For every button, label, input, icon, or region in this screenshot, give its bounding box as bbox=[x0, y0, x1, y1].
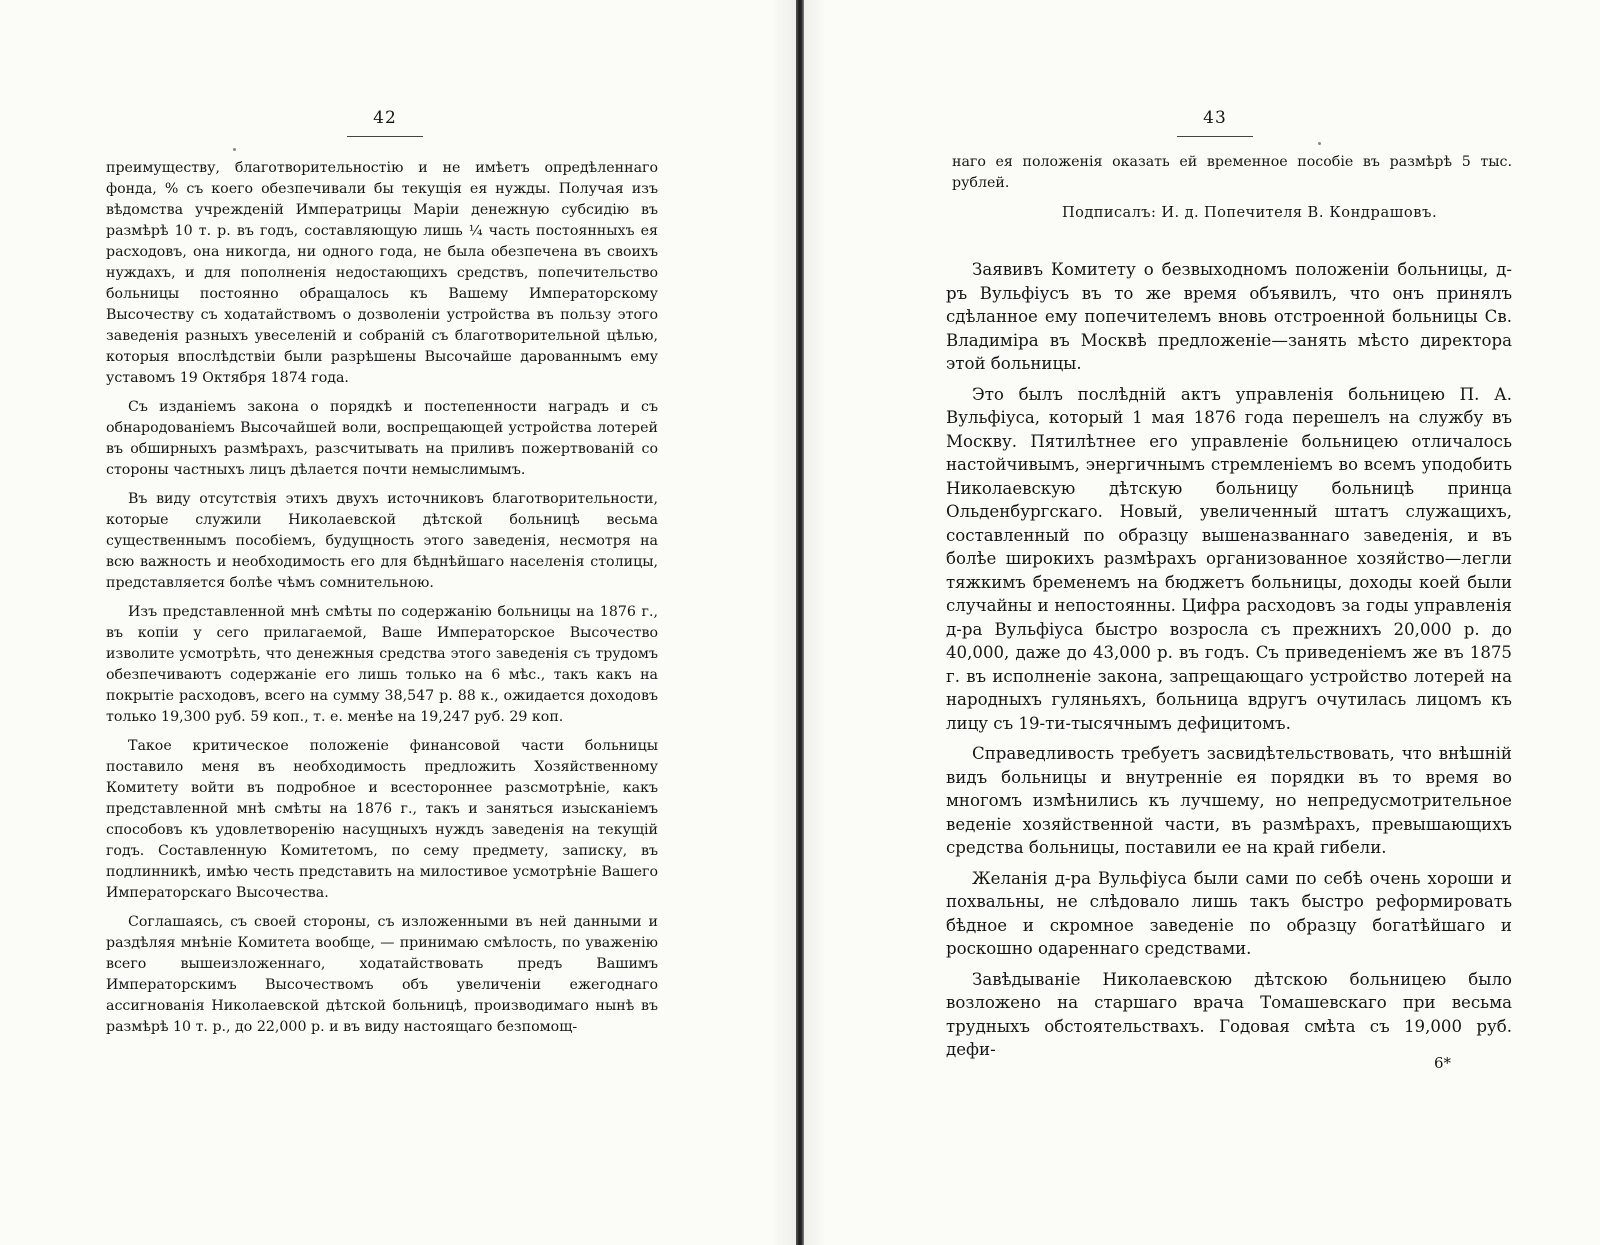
print-speck bbox=[1318, 142, 1321, 145]
paragraph: Это былъ послѣдній актъ управленія больницею П. А. Вульфіуса, который 1 мая 1876 года перешелъ на службу въ Москву. Пятилѣтнее его управленіе больницею отличалось настойчивымъ, энергичнымъ стремленіемъ во всемъ уподобить Николаевскую дѣтскую больницу больницѣ принца Ольденбургскаго. Новый, увеличенный штатъ служащихъ, составленный по образцу вышеназваннаго заведенія, и въ болѣе широкихъ размѣрахъ организованное хозяйство—легли тяжкимъ бременемъ на бюджетъ больницы, доходы коей были случайны и непостоянны. Цифра расходовъ за годы управленія д-ра Вульфіуса быстро возросла съ прежнихъ 20,000 р. до 40,000, даже до 43,000 р. въ годъ. Съ приведеніемъ же въ 1875 г. въ исполненіе закона, запрещающаго устройство лотерей на народныхъ гуляньяхъ, больница вдругъ очутилась лицомъ къ лицу съ 19-ти-тысячнымъ дефицитомъ. bbox=[946, 384, 1512, 733]
paragraph: Съ изданіемъ закона о порядкѣ и постепенности наградъ и съ обнародованіемъ Высочайшей воли, воспрещающей устройства лотерей въ обширныхъ размѣрахъ, разсчитывать на приливъ пожертвованій со стороны частныхъ лицъ дѣлается почти немыслимымъ. bbox=[106, 399, 658, 478]
paragraph: Желанія д-ра Вульфіуса были сами по себѣ очень хороши и похвальны, не слѣдовало лишь такъ быстро реформировать бѣдное и скромное заведеніе по образцу богатѣйшаго и роскошно одареннаго средствами. bbox=[946, 868, 1512, 958]
print-speck bbox=[233, 148, 236, 151]
paragraph: Такое критическое положеніе финансовой части больницы поставило меня въ необходимость предложить Хозяйственному Комитету войти въ подробное и всестороннее разсмотрѣніе, какъ представленной мнѣ смѣты на 1876 г., такъ и заняться изысканіемъ способовъ къ удовлетворенію насущныхъ нуждъ заведенія на текущій годъ. Составленную Комитетомъ, по сему предмету, записку, въ подлинникѣ, имѣю честь представить на милостивое усмотрѣніе Вашего Императорскаго Высочества. bbox=[106, 738, 658, 901]
book-gutter bbox=[796, 0, 804, 1245]
left-page-number: 42 bbox=[373, 108, 397, 128]
continuation-text: наго ея положенія оказать ей временное пособіе въ размѣрѣ 5 тыс. рублей. bbox=[952, 154, 1512, 191]
paragraph: Завѣдываніе Николаевскою дѣтскою больницею было возложено на старшаго врача Томашевскаго при весьма трудныхъ обстоятельствахъ. Годовая смѣта съ 19,000 руб. дефи- bbox=[946, 969, 1512, 1059]
left-page-body bbox=[106, 158, 658, 1046]
signature-line bbox=[952, 202, 1512, 223]
signature-label: Подписалъ: bbox=[1062, 204, 1157, 221]
paragraph: Соглашаясь, съ своей стороны, съ изложенными въ ней данными и раздѣляя мнѣніе Комитета вообще, — принимаю смѣлость, по уваженію всего вышеизложеннаго, ходатайствовать предъ Вашимъ Императорскимъ Высочествомъ объ увеличеніи ежегоднаго ассигнованія Николаевской дѣтской больницѣ, производимаго нынѣ въ размѣрѣ 10 т. р., до 22,000 р. и въ виду настоящаго безпомощ- bbox=[106, 914, 658, 1035]
paragraph: Заявивъ Комитету о безвыходномъ положеніи больницы, д-ръ Вульфіусъ въ то же время объявилъ, что онъ принялъ сдѣланное ему попечителемъ вновь отстроенной больницы Св. Владиміра въ Москвѣ предложеніе—занять мѣсто директора этой больницы. bbox=[946, 260, 1512, 373]
left-page-rule bbox=[347, 136, 423, 137]
letter-continuation bbox=[952, 152, 1512, 223]
paragraph: преимуществу, благотворительностію и не имѣетъ опредѣленнаго фонда, % съ коего обезпечивали бы текущія ея нужды. Получая изъ вѣдомства учрежденій Императрицы Маріи денежную субсидію въ размѣрѣ 10 т. р. въ годъ, составляющую лишь ¼ часть постоянныхъ ея расходовъ, она никогда, ни одного года, не была обезпечена въ своихъ нуждахъ, и для пополненія недостающихъ средствъ, попечительство больницы постоянно обращалось къ Вашему Императорскому Высочеству съ ходатайствомъ о дозволеніи устройства въ пользу этого заведенія разныхъ увеселеній и собраній съ благотворительной цѣлью, которыя впослѣдствіи были разрѣшены Высочайше дарованнымъ ему уставомъ 19 Октября 1874 года. bbox=[106, 160, 658, 386]
right-page-rule bbox=[1177, 136, 1253, 137]
right-page bbox=[804, 0, 1600, 1245]
signature-title: И. д. Попечителя bbox=[1161, 204, 1303, 221]
printer-signature-mark: 6* bbox=[1433, 1054, 1451, 1072]
right-page-body bbox=[946, 258, 1512, 1069]
left-page bbox=[0, 0, 796, 1245]
paragraph: Въ виду отсутствія этихъ двухъ источниковъ благотворительности, которые служили Николаевской дѣтской больницѣ весьма существеннымъ пособіемъ, будущность этого заведенія, несмотря на всю важность и необходимость его для бѣднѣйшаго населенія столицы, представляется болѣе чѣмъ сомнительною. bbox=[106, 491, 658, 591]
paragraph: Изъ представленной мнѣ смѣты по содержанію больницы на 1876 г., въ копіи у сего прилагаемой, Ваше Императорское Высочество изволите усмотрѣть, что денежныя средства этого заведенія съ трудомъ обезпечиваютъ содержаніе его лишь только на 6 мѣс., такъ какъ на покрытіе расходовъ, всего на сумму 38,547 р. 88 к., ожидается доходовъ только 19,300 руб. 59 коп., т. е. менѣе на 19,247 руб. 29 коп. bbox=[106, 604, 658, 725]
signature-name: В. Кондрашовъ. bbox=[1307, 204, 1438, 221]
paragraph: Справедливость требуетъ засвидѣтельствовать, что внѣшній видъ больницы и внутренніе ея порядки въ то время во многомъ измѣнились къ лучшему, но непредусмотрительное веденіе хозяйственной части, въ размѣрахъ, превышающихъ средства больницы, поставили ее на край гибели. bbox=[946, 744, 1512, 857]
right-page-number: 43 bbox=[1203, 108, 1227, 128]
